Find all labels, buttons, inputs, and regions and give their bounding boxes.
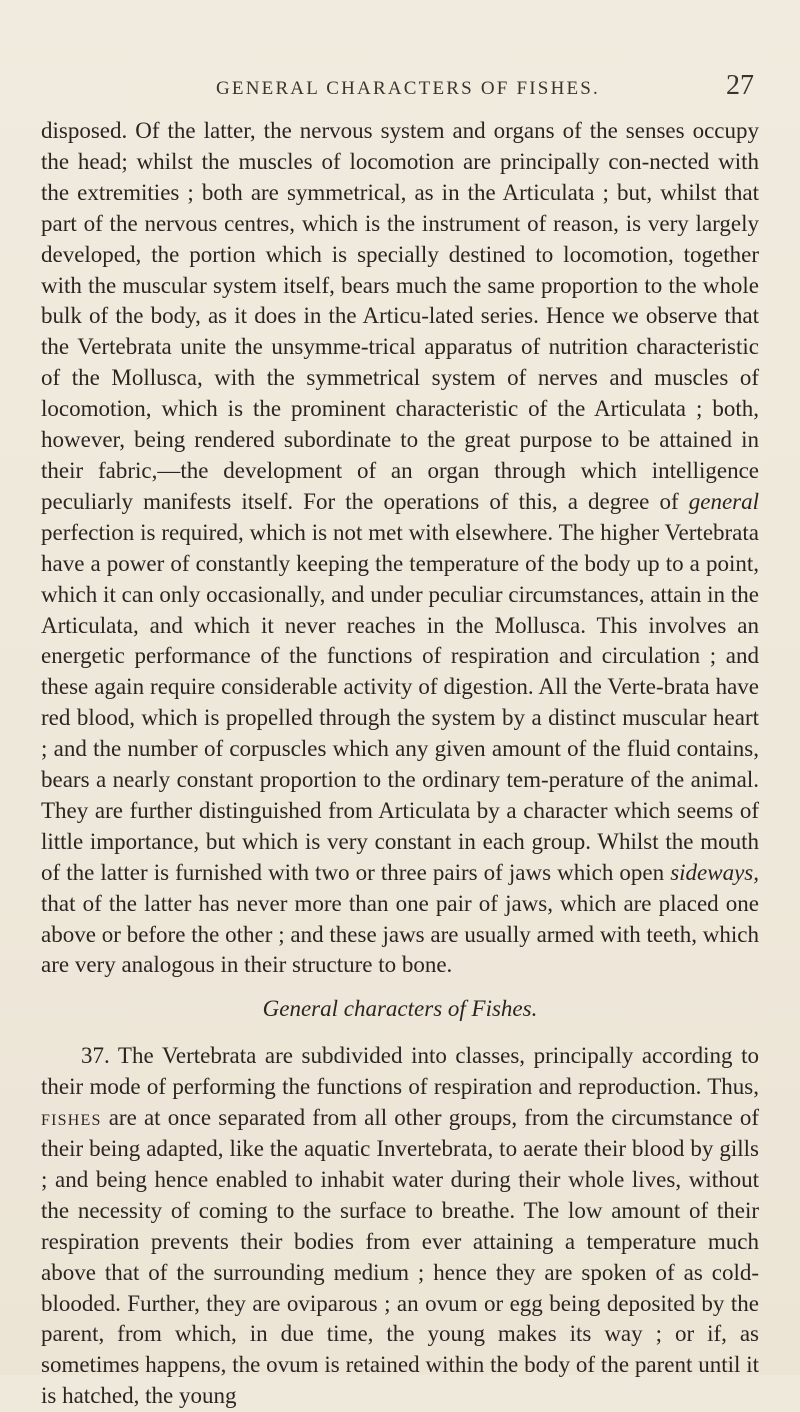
italic-general: general (688, 488, 759, 514)
paragraph-continuation (41, 116, 759, 981)
italic-sideways: sideways, (670, 859, 759, 885)
paragraph-1-text-c: that of the latter has never more than one pair of jaws, which are placed one above or before the other ; and these jaws are usually armed with teeth, which are very analogous in their structure to bone. (41, 890, 759, 978)
paragraph-1-text-b: perfection is required, which is not met with elsewhere. The higher Vertebrata have a power of constantly keeping the temperature of the body up to a point, which it can only occasionally, and under peculiar circumstances, attain in the Articulata, and which it never reaches in the Mollusca. This involves an energetic performance of the functions of respiration and circulation ; and these again require considerable activity of digestion. All the Verte-brata have red blood, which is propelled through the system by a distinct muscular heart ; and the number of corpuscles which any given amount of the fluid contains, bears a nearly constant proportion to the ordinary tem-perature of the animal. They are further distinguished from Articulata by a character which seems of little importance, but which is very constant in each group. Whilst the mouth of the latter is furnished with two or three pairs of jaws which open (41, 519, 759, 885)
page-body (41, 116, 759, 1412)
paragraph-37 (41, 1041, 759, 1412)
paragraph-2-text-a: 37. The Vertebrata are subdivided into classes, principally according to their mode of performing the functions of respiration and reproduction. Thus, (41, 1043, 759, 1100)
smallcaps-fishes: fishes (41, 1105, 102, 1131)
running-header: GENERAL CHARACTERS OF FISHES. (215, 78, 601, 99)
paragraph-2-text-b: are at once separated from all other groups, from the circumstance of their being adapted, like the aquatic Invertebrata, to aerate their blood by gills ; and being hence enabled to inhabit water during their whole lives, without the necessity of coming to the surface to breathe. The low amount of their respiration prevents their bodies from ever attaining a temperature much above that of the surrounding medium ; hence they are spoken of as cold-blooded. Further, they are oviparous ; an ovum or egg being deposited by the parent, from which, in due time, the young makes its way ; or if, as sometimes happens, the ovum is retained within the body of the parent until it is hatched, the young (41, 1105, 759, 1409)
section-heading: General characters of Fishes. (262, 996, 538, 1022)
paragraph-1-text-a: disposed. Of the latter, the nervous system and organs of the senses occupy the head; whilst the muscles of locomotion are principally con-nected with the extremities ; both are symmetrical, as in the Articulata ; but, whilst that part of the nervous centres, which is the instrument of reason, is very largely developed, the portion which is specially destined to locomotion, together with the muscular system itself, bears much the same proportion to the whole bulk of the body, as it does in the Articu-lated series. Hence we observe that the Vertebrata unite the unsymme-trical apparatus of nutrition characteristic of the Mollusca, with the symmetrical system of nerves and muscles of locomotion, which is the prominent characteristic of the Articulata ; both, however, being rendered subordinate to the great purpose to be attained in their fabric,—the development of an organ through which intelligence peculiarly manifests itself. For the operations of this, a degree of (41, 118, 759, 514)
page-number: 27 (726, 70, 754, 101)
